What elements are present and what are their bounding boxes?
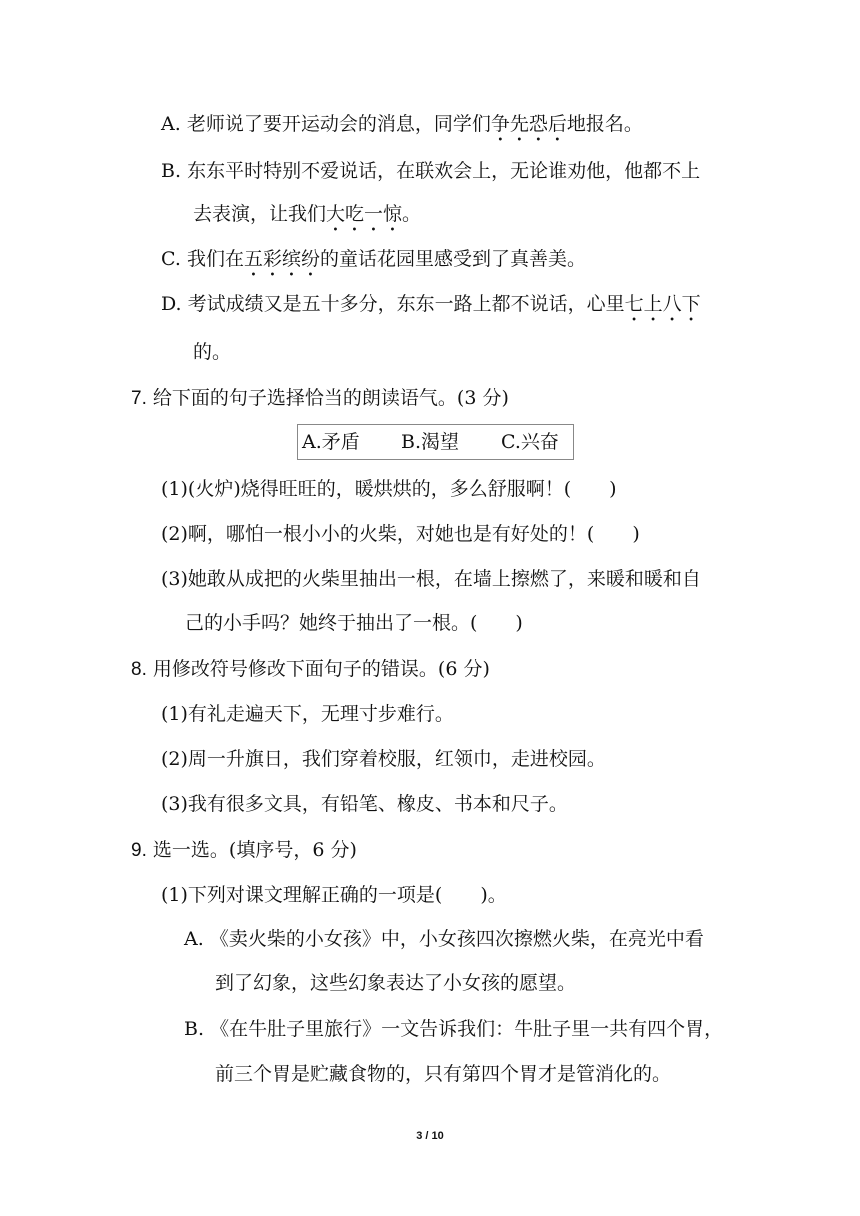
- question-title: 选一选。(填序号，6 分): [152, 839, 357, 861]
- option-c: C.兴奋: [501, 431, 559, 453]
- option-a: A.矛盾: [302, 431, 360, 453]
- option-text: 《在牛肚子里旅行》一文告诉我们：牛肚子里一共有四个胃，: [210, 1018, 724, 1040]
- option-label: B.: [161, 160, 182, 182]
- q8-item-1: (1)有礼走遍天下，无理寸步难行。: [161, 703, 454, 725]
- q7-item-1: (1)(火炉)烧得旺旺的，暖烘烘的，多么舒服啊！( ): [161, 478, 617, 500]
- option-text: 的童话花园里感受到了真善美。: [319, 248, 586, 270]
- q9-option-a-line2: 到了幻象，这些幻象表达了小女孩的愿望。: [215, 972, 577, 994]
- option-label: D.: [161, 293, 182, 315]
- option-text: 地报名。: [566, 113, 643, 135]
- option-text: 。: [402, 203, 422, 225]
- question-7-heading: [131, 385, 509, 412]
- question-number: 8.: [131, 659, 147, 680]
- question-number: 7.: [131, 388, 147, 409]
- option-label: A.: [184, 928, 204, 950]
- emphasized-idiom: 争先恐后: [490, 113, 567, 135]
- question-8-heading: [131, 656, 490, 683]
- q7-item-3: (3)她敢从成把的火柴里抽出一根，在墙上擦燃了，来暖和暖和自: [161, 568, 701, 590]
- q7-item-3-line2: 己的小手吗？她终于抽出了一根。( ): [185, 612, 523, 634]
- question-title: 用修改符号修改下面句子的错误。(6 分): [152, 658, 490, 680]
- option-b: B.渴望: [401, 431, 460, 453]
- emphasized-idiom: 大吃一惊: [326, 203, 403, 225]
- q8-item-2: (2)周一升旗日，我们穿着校服，红领巾，走进校园。: [161, 748, 606, 770]
- option-text: 东东平时特别不爱说话，在联欢会上，无论谁劝他，他都不上: [187, 160, 701, 182]
- question-number: 9.: [131, 840, 147, 861]
- emphasized-idiom: 五彩缤纷: [243, 248, 320, 270]
- option-text: 老师说了要开运动会的消息，同学们: [186, 113, 491, 135]
- q6-option-a: [161, 111, 643, 146]
- q6-option-d-line2: 的。: [193, 341, 232, 363]
- q9-item-1: (1)下列对课文理解正确的一项是( )。: [161, 884, 507, 906]
- emphasized-idiom: 七上八下: [624, 293, 701, 315]
- answer-options-box: [297, 424, 574, 460]
- q9-option-a: [184, 926, 704, 952]
- option-text: 我们在: [186, 248, 244, 270]
- option-label: B.: [184, 1018, 205, 1040]
- option-text: 考试成绩又是五十多分，东东一路上都不说话，心里: [187, 293, 625, 315]
- question-9-heading: [131, 837, 357, 864]
- q9-option-b-line2: 前三个胃是贮藏食物的，只有第四个胃才是管消化的。: [215, 1063, 672, 1085]
- option-label: A.: [161, 113, 181, 135]
- question-title: 给下面的句子选择恰当的朗读语气。(3 分): [152, 387, 509, 409]
- q9-option-b: [184, 1016, 723, 1042]
- page-number: 3 / 10: [416, 1130, 444, 1142]
- q6-option-b: [161, 158, 700, 184]
- q6-option-c: [161, 246, 586, 281]
- option-text: 《卖火柴的小女孩》中，小女孩四次擦燃火柴，在亮光中看: [209, 928, 704, 950]
- q6-option-b-line2: [193, 201, 421, 236]
- option-text: 去表演，让我们: [193, 203, 327, 225]
- q7-item-2: (2)啊，哪怕一根小小的火柴，对她也是有好处的！( ): [161, 523, 640, 545]
- q8-item-3: (3)我有很多文具，有铅笔、橡皮、书本和尺子。: [161, 793, 568, 815]
- q6-option-d: [161, 291, 701, 326]
- option-label: C.: [161, 248, 181, 270]
